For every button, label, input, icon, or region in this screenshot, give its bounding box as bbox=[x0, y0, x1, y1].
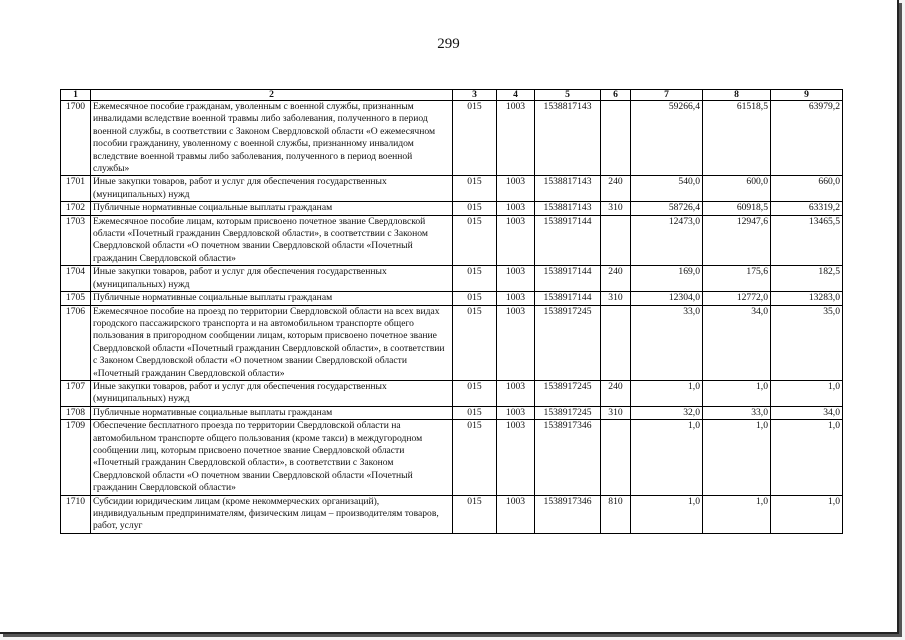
row-value-9: 34,0 bbox=[771, 406, 843, 419]
budget-table bbox=[60, 89, 843, 534]
row-number: 1702 bbox=[61, 202, 91, 215]
row-section-code: 1003 bbox=[497, 176, 535, 202]
row-value-8: 61518,5 bbox=[703, 101, 771, 176]
row-section-code: 1003 bbox=[497, 380, 535, 406]
row-value-7: 12473,0 bbox=[631, 215, 703, 266]
header-col-9: 9 bbox=[771, 90, 843, 101]
row-name: Публичные нормативные социальные выплаты гражданам bbox=[91, 406, 453, 419]
row-section-code: 1003 bbox=[497, 495, 535, 533]
header-col-3: 3 bbox=[453, 90, 497, 101]
table-row bbox=[61, 495, 843, 533]
row-value-9: 1,0 bbox=[771, 380, 843, 406]
row-target-code: 1538917144 bbox=[535, 215, 601, 266]
header-col-8: 8 bbox=[703, 90, 771, 101]
table-row bbox=[61, 101, 843, 176]
row-value-7: 540,0 bbox=[631, 176, 703, 202]
row-value-8: 1,0 bbox=[703, 495, 771, 533]
row-section-code: 1003 bbox=[497, 292, 535, 305]
row-target-code: 1538817143 bbox=[535, 176, 601, 202]
row-section-code: 1003 bbox=[497, 305, 535, 380]
row-name: Иные закупки товаров, работ и услуг для обеспечения государственных (муниципальных) нужд bbox=[91, 266, 453, 292]
row-number: 1704 bbox=[61, 266, 91, 292]
row-expense-type: 810 bbox=[601, 495, 631, 533]
header-col-6: 6 bbox=[601, 90, 631, 101]
row-value-7: 58726,4 bbox=[631, 202, 703, 215]
row-ministry-code: 015 bbox=[453, 292, 497, 305]
row-ministry-code: 015 bbox=[453, 495, 497, 533]
row-value-9: 660,0 bbox=[771, 176, 843, 202]
row-section-code: 1003 bbox=[497, 406, 535, 419]
row-value-9: 13465,5 bbox=[771, 215, 843, 266]
row-expense-type bbox=[601, 101, 631, 176]
row-value-7: 32,0 bbox=[631, 406, 703, 419]
row-section-code: 1003 bbox=[497, 101, 535, 176]
table-row bbox=[61, 420, 843, 495]
table-row bbox=[61, 380, 843, 406]
row-name: Ежемесячное пособие гражданам, уволенным с военной службы, признанным инвалидами вследствие военной травмы либо заболевания, полученного в период военной службы, в соответствии с Законом Свердловской области «О ежемесячном пособии гражданину, уволенному с военной службы, признанному инвалидом вследствие военной травмы либо заболевания, полученного в период военной службы» bbox=[91, 101, 453, 176]
row-expense-type: 240 bbox=[601, 266, 631, 292]
row-number: 1707 bbox=[61, 380, 91, 406]
row-value-8: 12772,0 bbox=[703, 292, 771, 305]
row-expense-type bbox=[601, 420, 631, 495]
row-target-code: 1538817143 bbox=[535, 101, 601, 176]
row-name: Иные закупки товаров, работ и услуг для обеспечения государственных (муниципальных) нужд bbox=[91, 380, 453, 406]
row-ministry-code: 015 bbox=[453, 202, 497, 215]
table-header-row bbox=[61, 90, 843, 101]
row-value-8: 175,6 bbox=[703, 266, 771, 292]
row-target-code: 1538917346 bbox=[535, 495, 601, 533]
row-number: 1701 bbox=[61, 176, 91, 202]
row-target-code: 1538917245 bbox=[535, 305, 601, 380]
row-number: 1700 bbox=[61, 101, 91, 176]
row-value-8: 33,0 bbox=[703, 406, 771, 419]
row-number: 1705 bbox=[61, 292, 91, 305]
table-row bbox=[61, 176, 843, 202]
row-number: 1710 bbox=[61, 495, 91, 533]
row-number: 1703 bbox=[61, 215, 91, 266]
row-target-code: 1538917346 bbox=[535, 420, 601, 495]
row-section-code: 1003 bbox=[497, 215, 535, 266]
row-expense-type bbox=[601, 305, 631, 380]
row-value-9: 1,0 bbox=[771, 495, 843, 533]
row-expense-type: 310 bbox=[601, 406, 631, 419]
row-section-code: 1003 bbox=[497, 420, 535, 495]
row-ministry-code: 015 bbox=[453, 380, 497, 406]
row-name: Субсидии юридическим лицам (кроме некоммерческих организаций), индивидуальным предпринимателям, физическим лицам – производителям товаров, работ, услуг bbox=[91, 495, 453, 533]
row-expense-type: 310 bbox=[601, 292, 631, 305]
row-value-7: 1,0 bbox=[631, 380, 703, 406]
row-value-7: 1,0 bbox=[631, 495, 703, 533]
row-name: Ежемесячное пособие лицам, которым присвоено почетное звание Свердловской области «Почетный гражданин Свердловской области», в соответствии с Законом Свердловской области «О почетном звании Свердловской области «Почетный гражданин Свердловской области» bbox=[91, 215, 453, 266]
row-value-9: 35,0 bbox=[771, 305, 843, 380]
row-value-8: 60918,5 bbox=[703, 202, 771, 215]
row-value-9: 63979,2 bbox=[771, 101, 843, 176]
row-name: Публичные нормативные социальные выплаты гражданам bbox=[91, 202, 453, 215]
row-value-8: 1,0 bbox=[703, 420, 771, 495]
row-section-code: 1003 bbox=[497, 202, 535, 215]
row-ministry-code: 015 bbox=[453, 215, 497, 266]
row-target-code: 1538917245 bbox=[535, 406, 601, 419]
row-target-code: 1538917144 bbox=[535, 292, 601, 305]
row-value-7: 12304,0 bbox=[631, 292, 703, 305]
row-value-9: 182,5 bbox=[771, 266, 843, 292]
row-value-8: 600,0 bbox=[703, 176, 771, 202]
row-value-7: 59266,4 bbox=[631, 101, 703, 176]
row-expense-type bbox=[601, 215, 631, 266]
row-name: Иные закупки товаров, работ и услуг для обеспечения государственных (муниципальных) нужд bbox=[91, 176, 453, 202]
row-ministry-code: 015 bbox=[453, 101, 497, 176]
row-target-code: 1538917245 bbox=[535, 380, 601, 406]
table-row bbox=[61, 292, 843, 305]
row-name: Обеспечение бесплатного проезда по территории Свердловской области на автомобильном транспорте общего пользования (кроме такси) в междугородном сообщении лиц, которым присвоено почетное звание Свердловской области «Почетный гражданин Свердловской области», в соответствии с Законом Свердловской области «О почетном звании Свердловской области «Почетный гражданин Свердловской области» bbox=[91, 420, 453, 495]
header-col-2: 2 bbox=[91, 90, 453, 101]
row-ministry-code: 015 bbox=[453, 176, 497, 202]
row-ministry-code: 015 bbox=[453, 406, 497, 419]
row-value-7: 33,0 bbox=[631, 305, 703, 380]
header-col-4: 4 bbox=[497, 90, 535, 101]
row-expense-type: 240 bbox=[601, 176, 631, 202]
row-value-8: 34,0 bbox=[703, 305, 771, 380]
table-row bbox=[61, 266, 843, 292]
row-number: 1708 bbox=[61, 406, 91, 419]
row-value-7: 169,0 bbox=[631, 266, 703, 292]
row-target-code: 1538817143 bbox=[535, 202, 601, 215]
row-value-9: 13283,0 bbox=[771, 292, 843, 305]
row-expense-type: 240 bbox=[601, 380, 631, 406]
row-value-8: 12947,6 bbox=[703, 215, 771, 266]
row-section-code: 1003 bbox=[497, 266, 535, 292]
row-ministry-code: 015 bbox=[453, 266, 497, 292]
row-value-9: 1,0 bbox=[771, 420, 843, 495]
row-ministry-code: 015 bbox=[453, 305, 497, 380]
table-row bbox=[61, 202, 843, 215]
header-col-1: 1 bbox=[61, 90, 91, 101]
row-target-code: 1538917144 bbox=[535, 266, 601, 292]
table-row bbox=[61, 215, 843, 266]
header-col-5: 5 bbox=[535, 90, 601, 101]
row-number: 1709 bbox=[61, 420, 91, 495]
page-number: 299 bbox=[437, 36, 460, 52]
row-value-7: 1,0 bbox=[631, 420, 703, 495]
row-name: Ежемесячное пособие на проезд по территории Свердловской области на всех видах городского пассажирского транспорта и на автомобильном транспорте общего пользования в пригородном сообщении лицам, которым присвоено почетное звание Свердловской области «Почетный гражданин Свердловской области», в соответствии с Законом Свердловской области «О почетном звании Свердловской области «Почетный гражданин Свердловской области» bbox=[91, 305, 453, 380]
table-row bbox=[61, 305, 843, 380]
row-ministry-code: 015 bbox=[453, 420, 497, 495]
row-value-8: 1,0 bbox=[703, 380, 771, 406]
row-value-9: 63319,2 bbox=[771, 202, 843, 215]
table-row bbox=[61, 406, 843, 419]
header-col-7: 7 bbox=[631, 90, 703, 101]
row-expense-type: 310 bbox=[601, 202, 631, 215]
row-number: 1706 bbox=[61, 305, 91, 380]
row-name: Публичные нормативные социальные выплаты гражданам bbox=[91, 292, 453, 305]
